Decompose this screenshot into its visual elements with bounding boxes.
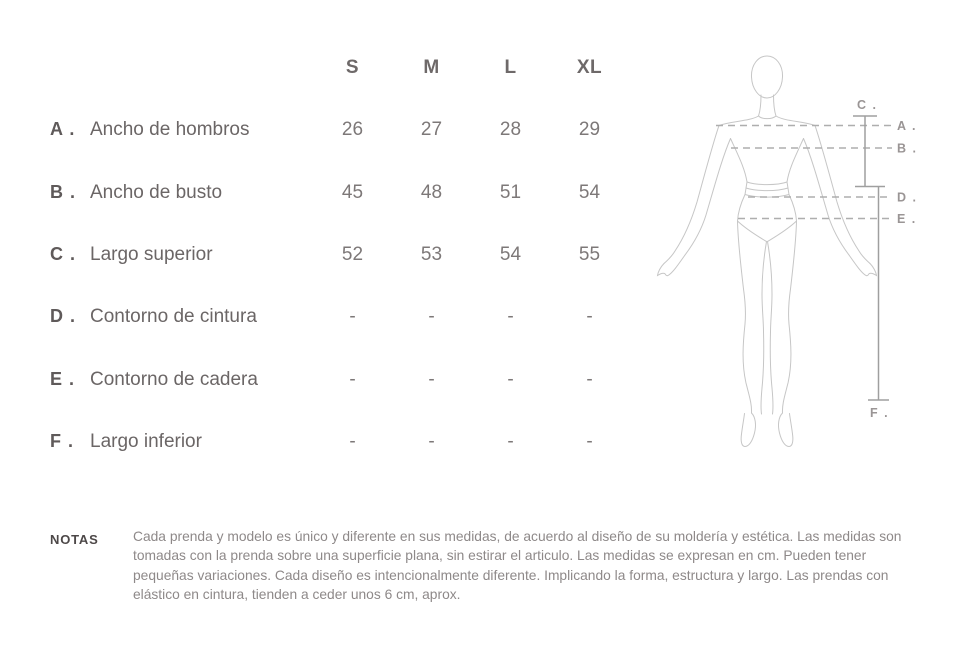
size-column-header-s: S — [345, 57, 360, 79]
value-cell: 54 — [499, 244, 522, 266]
value-cell: 51 — [499, 181, 522, 203]
value-cell: - — [586, 430, 593, 452]
value-cell: - — [428, 368, 435, 390]
value-cell: - — [507, 306, 514, 328]
figure-label-e: E . — [897, 212, 917, 226]
measure-name: Ancho de busto — [90, 181, 223, 203]
figure-label-a: A . — [897, 119, 918, 133]
size-chart-table — [50, 37, 629, 473]
notes-title: NOTAS — [50, 532, 99, 547]
size-column-header-xl: XL — [576, 57, 603, 79]
value-cell: - — [507, 368, 514, 390]
measure-letter: A . — [50, 119, 76, 140]
value-cell: 52 — [341, 244, 364, 266]
measurement-brackets — [853, 116, 889, 400]
measure-row-label-a — [50, 119, 313, 141]
measure-name: Contorno de cadera — [90, 368, 258, 390]
value-cell: - — [428, 306, 435, 328]
value-cell: - — [586, 306, 593, 328]
measure-letter: C . — [50, 244, 77, 265]
measure-letter: F . — [50, 430, 74, 451]
figure-label-b: B . — [897, 141, 918, 156]
value-cell: - — [349, 306, 356, 328]
measure-row-label-c — [50, 244, 313, 266]
value-cell: 26 — [341, 119, 364, 141]
figure-label-c: C . — [857, 98, 878, 112]
measure-name: Largo superior — [90, 244, 213, 266]
measure-row-label-d — [50, 306, 313, 328]
measure-letter: D . — [50, 306, 77, 327]
mannequin-outline-icon — [658, 56, 877, 447]
value-cell: - — [428, 430, 435, 452]
size-column-header-l: L — [504, 57, 517, 79]
value-cell: - — [507, 430, 514, 452]
value-cell: 48 — [420, 181, 443, 203]
notes-body: Cada prenda y modelo es único y diferente en sus medidas, de acuerdo al diseño de su moldería y estética. Las medidas son tomadas con la prenda sobre una superficie plana, sin estirar el articulo. Las medidas se expresan en cm. Pueden tener pequeñas variaciones. Cada diseño es intencionalmente diferente. Implicando la forma, estructura y largo. Las prendas con elástico en cintura, tienden a ceder unos 6 cm, aprox. — [133, 529, 902, 603]
measure-row-label-b — [50, 182, 313, 204]
measure-name: Largo inferior — [90, 430, 202, 452]
value-cell: 54 — [578, 181, 601, 203]
mannequin-diagram — [645, 45, 925, 465]
measure-letter: E . — [50, 368, 76, 389]
figure-label-d: D . — [897, 190, 918, 205]
measure-row-label-e — [50, 369, 313, 391]
value-cell: 28 — [499, 119, 522, 141]
value-cell: - — [586, 368, 593, 390]
value-cell: - — [349, 368, 356, 390]
figure-labels — [857, 98, 917, 420]
figure-label-f: F . — [870, 406, 890, 420]
value-cell: 29 — [578, 119, 601, 141]
value-cell: 45 — [341, 181, 364, 203]
measure-letter: B . — [50, 181, 77, 202]
value-cell: 55 — [578, 244, 601, 266]
value-cell: 53 — [420, 244, 443, 266]
measure-row-label-f — [50, 431, 313, 453]
measure-name: Ancho de hombros — [90, 119, 250, 141]
size-column-header-m: M — [423, 57, 440, 79]
measurement-figure — [645, 45, 925, 465]
value-cell: 27 — [420, 119, 443, 141]
measure-name: Contorno de cintura — [90, 306, 257, 328]
value-cell: - — [349, 430, 356, 452]
